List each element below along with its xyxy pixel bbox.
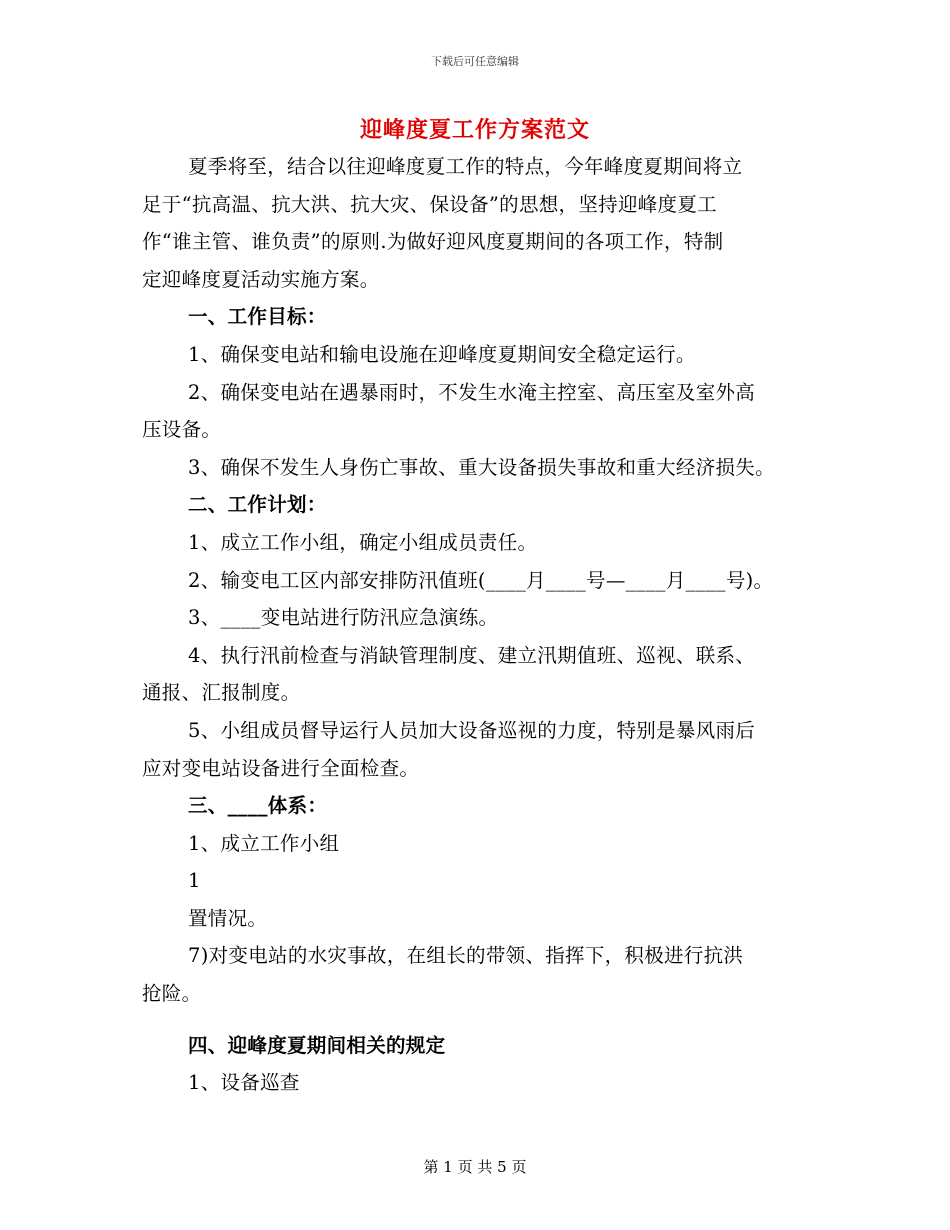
paragraph-line: 夏季将至，结合以往迎峰度夏工作的特点，今年峰度夏期间将立 <box>188 155 743 178</box>
list-item: 2、输变电工区内部安排防汛值班(____月____号—____月____号)。 <box>188 568 774 592</box>
list-item: 5、小组成员督导运行人员加大设备巡视的力度，特别是暴风雨后 <box>188 718 756 742</box>
section-heading: 三、____体系： <box>188 794 328 818</box>
list-item: 1、设备巡查 <box>188 1071 300 1095</box>
paragraph-line: 1 <box>188 869 201 893</box>
list-item: 1、成立工作小组 <box>188 831 340 855</box>
paragraph-line: 抢险。 <box>142 982 202 1006</box>
paragraph-line: 应对变电站设备进行全面检查。 <box>142 756 420 780</box>
list-item: 1、成立工作小组，确定小组成员责任。 <box>188 530 538 554</box>
page-footer: 第 1 页 共 5 页 <box>423 1158 527 1176</box>
paragraph-line: 通报、汇报制度。 <box>142 681 301 705</box>
list-item: 1、确保变电站和输电设施在迎峰度夏期间安全稳定运行。 <box>188 342 696 366</box>
list-item: 2、确保变电站在遇暴雨时，不发生水淹主控室、高压室及室外高 <box>188 380 756 404</box>
document-body <box>142 148 812 1102</box>
document-title: 迎峰度夏工作方案范文 <box>359 117 590 143</box>
list-item: 7)对变电站的水灾事故，在组长的带领、指挥下，积极进行抗洪 <box>188 944 744 968</box>
section-spacer <box>142 1013 812 1027</box>
page-header: 下载后可任意编辑 <box>431 55 519 68</box>
paragraph-line: 足于“抗高温、抗大洪、抗大灾、保设备”的思想，坚持迎峰度夏工 <box>142 192 717 216</box>
list-item: 3、确保不发生人身伤亡事故、重大设备损失事故和重大经济损失。 <box>188 455 775 479</box>
paragraph-line: 压设备。 <box>142 418 222 442</box>
paragraph-line: 置情况。 <box>188 906 268 930</box>
list-item: 4、执行汛前检查与消缺管理制度、建立汛期值班、巡视、联系、 <box>188 643 756 667</box>
section-heading: 二、工作计划： <box>188 493 327 517</box>
section-heading: 四、迎峰度夏期间相关的规定 <box>188 1033 446 1057</box>
list-item: 3、____变电站进行防汛应急演练。 <box>188 606 499 630</box>
section-heading: 一、工作目标： <box>188 305 327 329</box>
paragraph-line: 定迎峰度夏活动实施方案。 <box>142 267 380 291</box>
paragraph-line: 作“谁主管、谁负责”的原则.为做好迎风度夏期间的各项工作，特制 <box>142 230 724 254</box>
